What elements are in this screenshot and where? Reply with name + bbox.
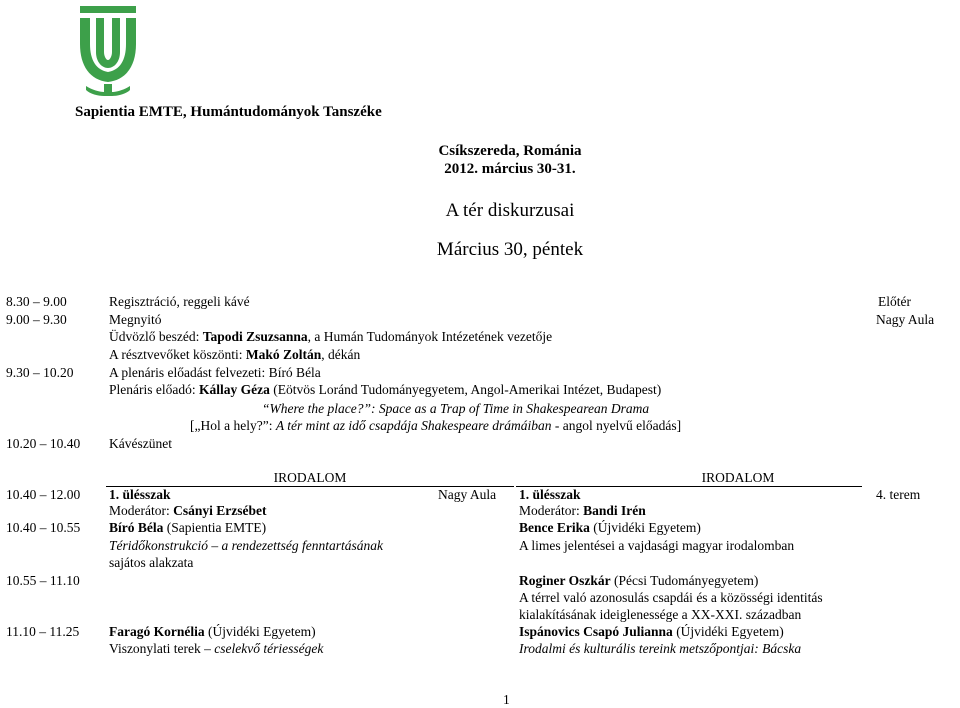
place: Csíkszereda, Románia [438,143,582,159]
organization: Sapientia EMTE, Humántudományok Tanszéke [75,104,382,120]
talk-right-3: Roginer Oszkár (Pécsi Tudományegyetem) [519,573,759,588]
talk-right-2-title: A limes jelentései a vajdasági magyar irodalomban [519,538,795,553]
talk-left-2: Bíró Béla (Sapientia EMTE) [109,520,267,535]
plenary-intro: A plenáris előadást felvezeti: Bíró Béla [109,365,321,380]
talk-right-2: Bence Erika (Újvidéki Egyetem) [519,520,701,535]
talk-left-2-title-cont: sajátos alakzata [109,555,194,570]
greeting-line: A résztvevőket köszönti: Makó Zoltán, dékán [109,347,361,362]
plenary-speaker: Plenáris előadó: Kállay Géza (Eötvös Loránd Tudományegyetem, Angol-Amerikai Intézet, Budapest) [109,382,662,397]
section-heading-right: IRODALOM [701,470,775,485]
talk-right-3-title-cont: kialakításának ideiglenessége a XX-XXI. században [519,607,802,622]
time-1: 8.30 – 9.00 [6,294,67,309]
room-left: Nagy Aula [438,487,497,502]
talk-time-4: 11.10 – 11.25 [6,624,80,639]
moderator-right: Moderátor: Bandi Irén [519,503,646,518]
talk-left-2-title: Téridőkonstrukció – a rendezettség fenntartásának [109,538,383,553]
event-opening: Megnyitó [109,312,162,327]
room-1: Előtér [878,294,911,309]
session-time: 10.40 – 12.00 [6,487,81,502]
date: 2012. március 30-31. [444,161,576,177]
welcome-line: Üdvözlő beszéd: Tapodi Zsuzsanna, a Humán Tudományok Intézetének vezetője [109,329,553,344]
plenary-title: “Where the place?”: Space as a Trap of Time in Shakespearean Drama [262,401,650,416]
talk-right-4-title: Irodalmi és kulturális tereink metszőpontjai: Bácska [519,641,802,656]
room-right: 4. terem [876,487,921,502]
talk-left-4: Faragó Kornélia (Újvidéki Egyetem) [109,624,316,639]
event-coffee: Kávészünet [109,436,172,451]
talk-right-3-title: A térrel való azonosulás csapdái és a közösségi identitás [519,590,823,605]
event-registration: Regisztráció, reggeli kávé [109,294,250,309]
room-2: Nagy Aula [876,312,935,327]
talk-right-4: Ispánovics Csapó Julianna (Újvidéki Egyetem) [519,624,784,639]
session-left: 1. ülésszak [109,487,171,502]
talk-time-3: 10.55 – 11.10 [6,573,80,588]
moderator-left: Moderátor: Csányi Erzsébet [109,503,267,518]
time-2: 9.00 – 9.30 [6,312,67,327]
section-heading-left: IRODALOM [273,470,347,485]
plenary-title-hu: [„Hol a hely?”: A tér mint az idő csapdája Shakespeare drámáiban - angol nyelvű előadás] [190,418,682,433]
talk-left-4-title: Viszonylati terek – cselekvő tériességek [109,641,324,656]
sapientia-logo [78,4,138,96]
time-4: 10.20 – 10.40 [6,436,81,451]
page-title: A tér diskurzusai [445,200,575,221]
talk-time-2: 10.40 – 10.55 [6,520,81,535]
page-number: 1 [503,692,510,707]
day-heading: Március 30, péntek [436,239,584,260]
session-right: 1. ülésszak [519,487,581,502]
time-3: 9.30 – 10.20 [6,365,74,380]
